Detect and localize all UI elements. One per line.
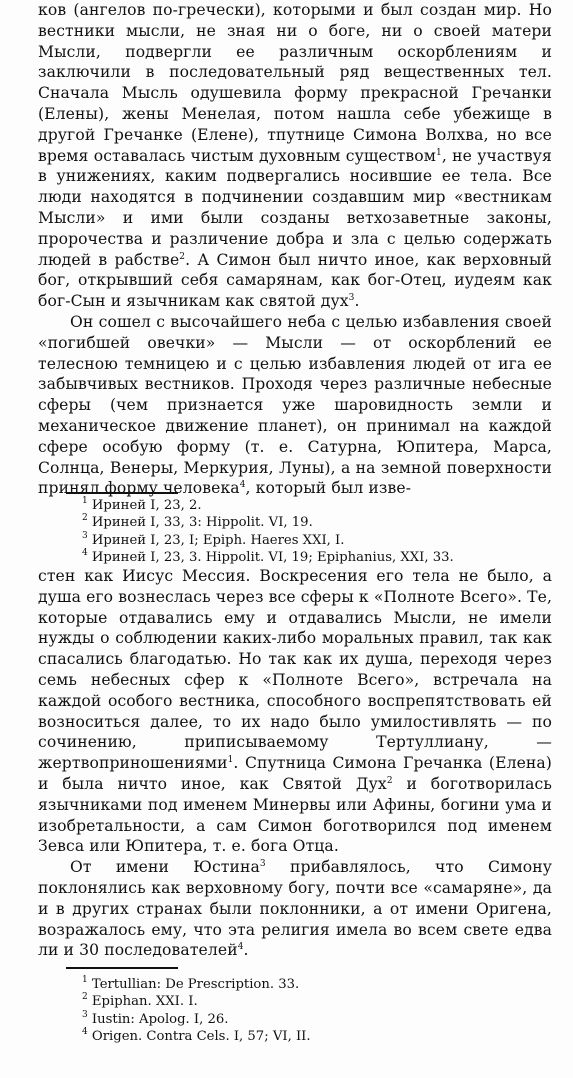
paragraph-text: .: [354, 292, 360, 311]
paragraph-text: прибавлялось, что Симону поклонялись как верховному богу, почти все «самаряне», да и в других странах были поклонники, а от имени Оригена, возражалось ему, что эта религия имела во всем свете едва ли и 30 последователей: [38, 858, 552, 960]
paragraph-text: , не участвуя в унижениях, каким подвергались носившие ее тела. Все люди находятся в подчинении создавшим мир «вестникам Мысли» и ими были созданы ветхозаветные законы, пророчества и различение добра и зла с целью содержать людей в рабстве: [38, 146, 552, 269]
footnote-ref: 2: [386, 775, 393, 786]
footnote-text: Ириней I, 33, 3: Hippolit. VI, 19.: [87, 515, 313, 531]
footnote-ref: 1: [227, 755, 234, 766]
paragraph-text: . А Симон был ничто иное, как верховный бог, открывший себя самарянам, как бог-Отец, иудеям как бог-Сын и язычникам как святой дух: [38, 250, 553, 311]
footnotes-block-bottom: [82, 976, 552, 1045]
paragraph-text: стен как Иисус Мессия. Воскресения его тела не было, а душа его вознеслась через все сферы к «Полноте Всего». Те, которые отдавались ему и отдавались Мысли, не имели нужды о соблюдении каких-либо моральных правил, так как спасались благодатью. Но так как их душа, переходя через семь небесных сфер к «Полноте Всего», встречала на каждой особого вестника, способного воспрепятствовать ей возноситься далее, то их надо было умилостивлять — по сочинению, приписываемому Тертуллиану, — жертвоприношениями: [38, 567, 552, 773]
footnote: [82, 993, 552, 1010]
footnote-ref: 4: [237, 942, 244, 953]
footnote: [82, 514, 552, 531]
paragraph: [38, 566, 552, 857]
footnote-ref: 1: [435, 147, 442, 158]
footnotes-block-top: [82, 497, 552, 566]
paragraph: [38, 857, 552, 961]
footnote: [82, 497, 552, 514]
footnote: [82, 532, 552, 549]
main-text-block-bottom: [38, 566, 552, 961]
footnote-number: 2: [82, 513, 88, 524]
footnote-text: Ириней I, 23, 3. Hippolit. VI, 19; Epiphanius, XXI, 33.: [87, 549, 454, 565]
footnote-text: Iustin: Apolog. I, 26.: [87, 1011, 229, 1027]
paragraph-text: Он сошел с высочайшего неба с целью избавления своей «погибшей овечки» — Мысли — от оскорблений ее телесною темницею и с целью избавления людей от ига ее забывчивых вестников. Проходя через различные небесные сферы (чем признается уже шаровидность земли и механическое движение планет), он принимал на каждой сфере особую форму (т. е. Сатурна, Юпитера, Марса, Солнца, Венеры, Меркурия, Луны), а на земной поверхности принял форму человека: [38, 312, 552, 498]
footnote-number: 1: [82, 975, 88, 985]
footnote-text: Tertullian: De Prescription. 33.: [87, 977, 300, 992]
footnote-text: Ириней I, 23, 2.: [87, 498, 202, 513]
footnote-number: 3: [82, 1009, 88, 1020]
footnote-number: 2: [82, 992, 88, 1003]
paragraph: [38, 0, 552, 312]
footnote-ref: 2: [179, 251, 186, 262]
footnote-ref: 4: [239, 480, 246, 491]
footnote-rule: [66, 492, 178, 494]
footnote-ref: 3: [259, 859, 266, 870]
footnote-ref: 3: [348, 293, 355, 304]
paragraph-text: . Спутница Симона Гречанка (Елена) и была ничто иное, как Святой Дух: [38, 754, 552, 793]
footnote-number: 4: [82, 1026, 88, 1037]
footnote-text: Origen. Contra Cels. I, 57; VI, II.: [87, 1028, 311, 1044]
paragraph-text: От имени Юстина: [70, 858, 260, 877]
footnote: [82, 1011, 552, 1028]
footnote: [82, 976, 552, 993]
footnote-number: 1: [82, 496, 88, 506]
paragraph-text: и боготворилась язычниками под именем Минервы или Афины, богини ума и изобретальности, а сам Симон боготворился под именем Зевса или Юпитера, т. е. бога Отца.: [38, 774, 552, 856]
footnote: [82, 549, 552, 566]
footnote-number: 3: [82, 530, 88, 541]
footnote-text: Epiphan. XXI. I.: [87, 994, 198, 1010]
footnote-number: 4: [82, 547, 88, 558]
main-text-block-top: [38, 0, 552, 499]
footnote: [82, 1028, 552, 1045]
paragraph-text: ков (ангелов по-гречески), которыми и был создан мир. Но вестники мысли, не зная ни о боге, ни о своей матери Мысли, подвергли ее различным оскорблениям и заключили в последовательный ряд вещественных тел. Сначала Мысль одушевила форму прекрасной Гречанки (Елены), жены Менелая, потом нашла себе убежище в другой Гречанке (Елене), тпутнице Симона Волхва, но все время оставалась чистым духовным существом: [38, 1, 552, 165]
footnote-text: Ириней I, 23, I; Epiph. Haeres XXI, I.: [87, 532, 345, 548]
footnote-rule: [66, 967, 178, 969]
paragraph-text: , который был изве-: [245, 479, 412, 498]
paragraph: [38, 312, 552, 499]
paragraph-text: .: [243, 941, 249, 960]
